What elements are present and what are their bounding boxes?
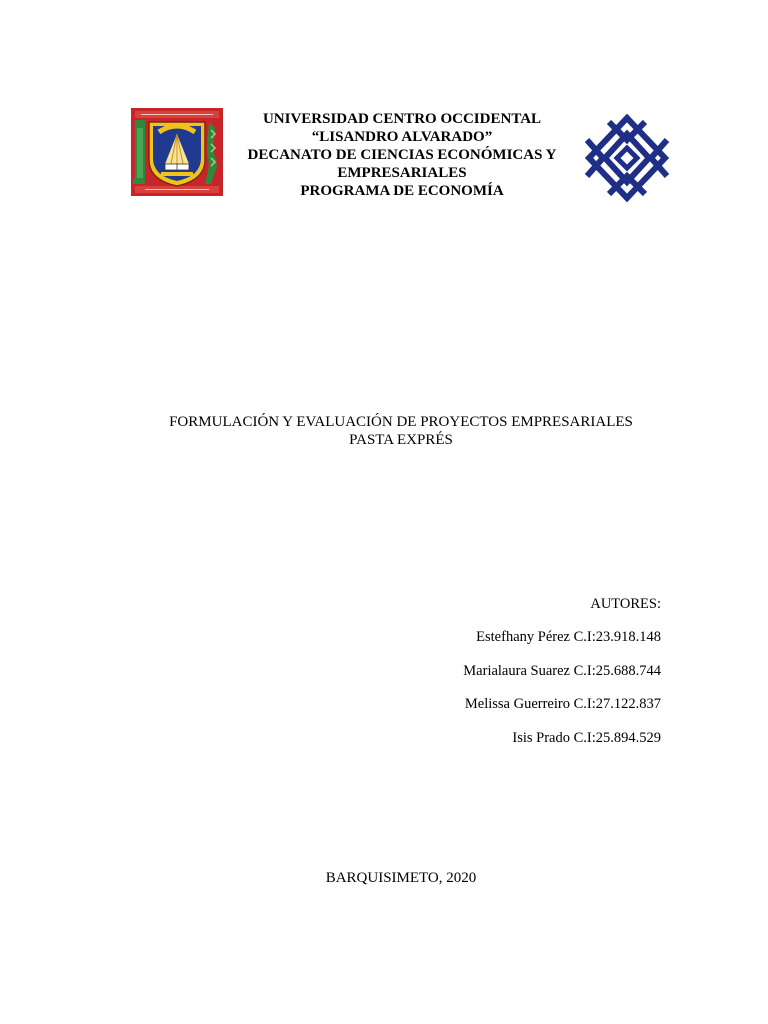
project-name: PASTA EXPRÉS — [349, 432, 453, 448]
university-crest-logo — [131, 108, 223, 196]
author-item: Isis Prado C.I:25.894.529 — [512, 729, 661, 746]
faculty-name-line1: DECANATO DE CIENCIAS ECONÓMICAS Y — [247, 147, 557, 163]
university-subtitle: “LISANDRO ALVARADO” — [311, 129, 493, 145]
author-item: Marialaura Suarez C.I:25.688.744 — [463, 662, 661, 679]
author-item: Estefhany Pérez C.I:23.918.148 — [476, 629, 661, 645]
city-year: BARQUISIMETO, 2020 — [325, 870, 477, 886]
project-course-title: FORMULACIÓN Y EVALUACIÓN DE PROYECTOS EMPRESARIALES — [169, 414, 633, 430]
faculty-emblem-logo — [583, 112, 671, 204]
author-item: Melissa Guerreiro C.I:27.122.837 — [464, 696, 661, 712]
program-name: PROGRAMA DE ECONOMÍA — [300, 183, 504, 199]
authors-label: AUTORES: — [590, 596, 661, 612]
authors-block — [463, 595, 661, 762]
faculty-name-line2: EMPRESARIALES — [337, 165, 467, 181]
university-name: UNIVERSIDAD CENTRO OCCIDENTAL — [262, 111, 542, 127]
institution-header — [232, 110, 572, 200]
project-title — [0, 413, 768, 449]
